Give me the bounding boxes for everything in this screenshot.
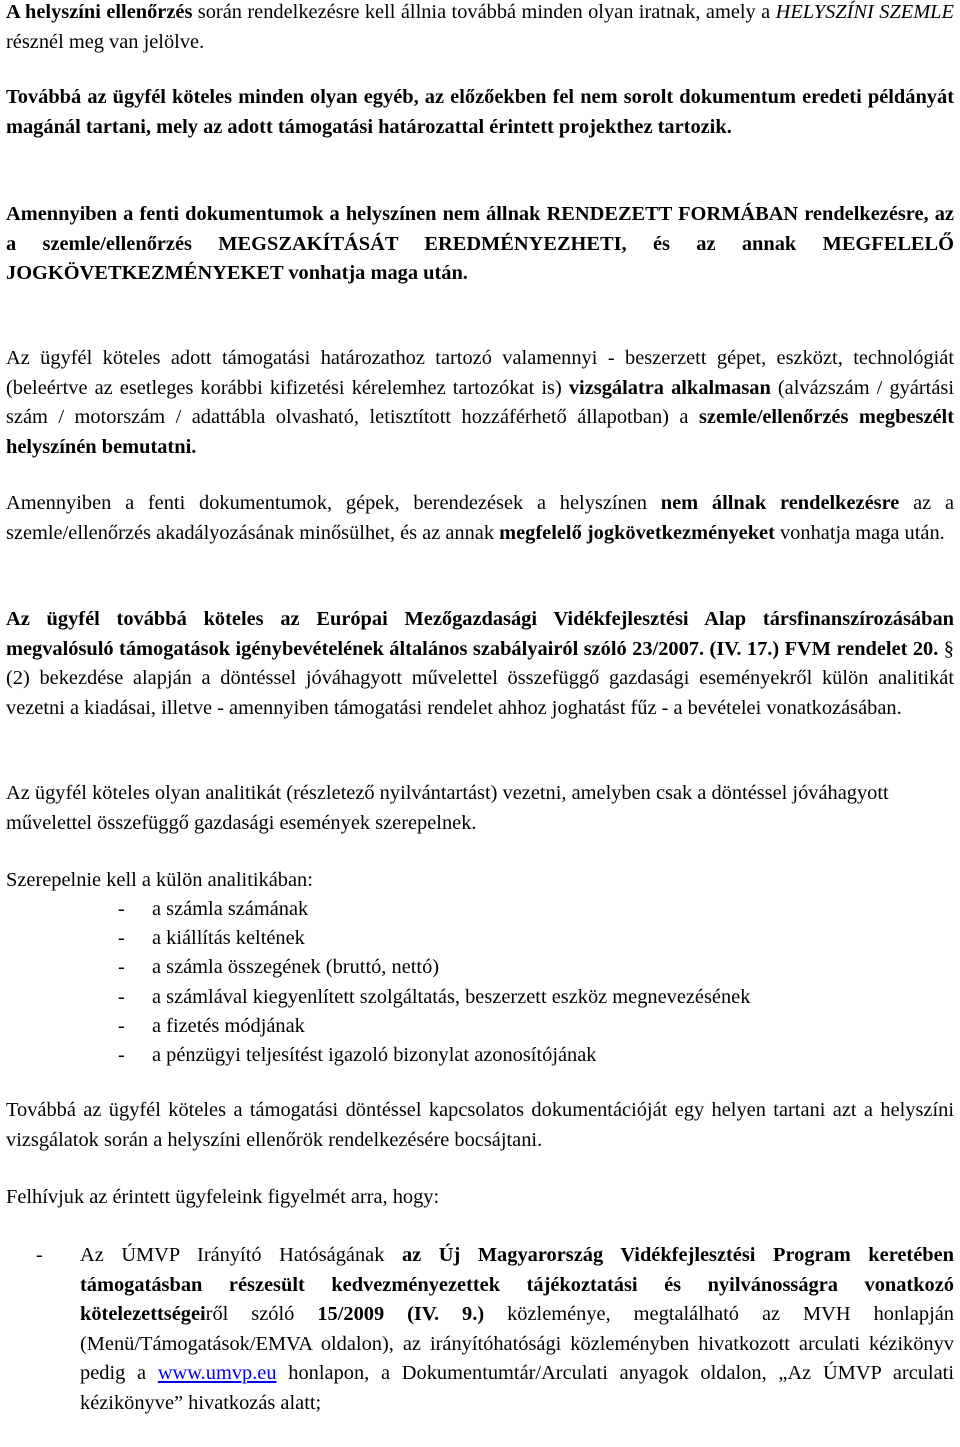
list-item-text: a számla összegének (bruttó, nettó) — [152, 956, 440, 979]
list-item-text: a pénzügyi teljesítést igazoló bizonylat azonosítójának — [152, 1043, 597, 1066]
body-text: közleménye, megtalálható az MVH honlapján (Menü/Támogatások/EMVA oldalon), az irányítóhatósági közleményben hivatkozott arculati kézikönyv pedig a — [80, 1303, 955, 1384]
paragraph-interruption-warning — [6, 200, 954, 289]
bold-text: nem állnak rendelkezésre — [660, 492, 900, 514]
analytics-content-list — [118, 895, 750, 1070]
paragraph-documentation-storage — [6, 1096, 954, 1155]
bold-text: Az ügyfél továbbá köteles az Európai Mezőgazdasági Vidékfejlesztési Alap társfinanszírozásában megvalósuló támogatások igénybevételének általános szabályairól szóló 23/2007. (IV. 17.) FVM rendelet 20. — [6, 608, 954, 660]
body-text: (alvázszám / gyártási szám / motorszám / adattábla olvasható, letisztított hozzáférhető állapotban) a — [6, 376, 954, 428]
body-text: ről szóló — [205, 1303, 318, 1325]
body-text: résznél meg van jelölve. — [6, 30, 205, 53]
list-item-text: a számlával kiegyenlített szolgáltatás, beszerzett eszköz megnevezésének — [152, 985, 751, 1008]
paragraph-analytics-content-intro — [6, 866, 954, 896]
body-text: § (2) bekezdése alapján a döntéssel jóváhagyott művelettel összefüggő gazdasági eseményekről külön analitikát vezetni a kiadásai, illetve - amennyiben támogatási rendelet ahhoz joghatást fűz - a bevételei vonatkozásában. — [6, 637, 954, 719]
body-text: Az ügyfél köteles adott támogatási határozathoz tartozó valamennyi - beszerzett gépet, eszközt, technológiát (beleértve az esetleges korábbi kifizetési kérelemhez tartozókat is) — [6, 347, 954, 399]
dash-bullet: - — [118, 898, 125, 920]
paragraph-obstruction-warning — [6, 489, 954, 548]
bold-text: A helyszíni ellenőrzés — [6, 1, 193, 23]
list-item — [118, 983, 750, 1012]
bold-text: Amennyiben a fenti dokumentumok a helyszínen nem állnak RENDEZETT FORMÁBAN rendelkezésre, az a szemle/ellenőrzés MEGSZAKÍTÁSÁT EREDMÉNYEZHETI, és az annak MEGFELELŐ JOGKÖVETKEZMÉNYEKET vonhatja maga után. — [6, 203, 954, 284]
body-text: Amennyiben a fenti dokumentumok, gépek, berendezések a helyszínen — [6, 492, 661, 514]
body-text: során rendelkezésre kell állnia továbbá minden olyan iratnak, amely a — [192, 1, 776, 23]
list-item — [118, 924, 750, 953]
dash-bullet: - — [118, 956, 125, 979]
paragraph-analytics-requirement — [6, 779, 954, 838]
body-text: Az ügyfél köteles olyan analitikát (részletező nyilvántartást) vezetni, amelyben csak a döntéssel jóváhagyott művelettel összefüggő gazdasági események szerepelnek. — [6, 782, 889, 834]
list-item-text: a fizetés módjának — [152, 1014, 305, 1037]
list-item-text: a számla számának — [152, 898, 309, 920]
list-item — [118, 953, 750, 982]
body-text: vonhatja maga után. — [774, 521, 945, 544]
bold-text: 15/2009 (IV. 9.) — [317, 1303, 485, 1325]
body-text: Az ÚMVP Irányító Hatóságának — [80, 1244, 402, 1266]
italic-text: HELYSZÍNI SZEMLE — [775, 1, 954, 23]
list-item — [118, 1012, 750, 1041]
bold-text: Továbbá az ügyfél köteles minden olyan egyéb, az előzőekben fel nem sorolt dokumentum eredeti példányát magánál tartani, mely az adott támogatási határozattal érintett projekthez tartozik. — [6, 86, 954, 138]
body-text: az a szemle/ellenőrzés akadályozásának minősülhet, és az annak — [6, 492, 954, 544]
dash-bullet: - — [118, 927, 125, 950]
dash-bullet: - — [36, 1244, 43, 1266]
list-item — [6, 1241, 954, 1418]
paragraph-eafrd-analytics — [6, 605, 954, 723]
bold-text: vizsgálatra alkalmasan — [568, 376, 771, 399]
paragraph-original-documents — [6, 83, 954, 142]
paragraph-site-inspection — [6, 0, 954, 57]
list-item-text: a kiállítás keltének — [152, 927, 305, 950]
paragraph-equipment-presentation — [6, 344, 954, 462]
body-text: Továbbá az ügyfél köteles a támogatási döntéssel kapcsolatos dokumentációját egy helyen tartani azt a helyszíni vizsgálatok során a helyszíni ellenőrök rendelkezésére bocsájtani. — [6, 1099, 954, 1151]
list-item — [118, 895, 750, 924]
body-text: Szerepelnie kell a külön analitikában: — [6, 869, 313, 891]
dash-bullet: - — [118, 1014, 125, 1037]
body-text: honlapon, a Dokumentumtár/Arculati anyagok oldalon, „Az ÚMVP arculati kézikönyve” hivatkozás alatt; — [80, 1362, 954, 1414]
attention-list — [6, 1241, 954, 1418]
paragraph-attention-intro — [6, 1183, 954, 1213]
dash-bullet: - — [118, 985, 125, 1008]
body-text: Felhívjuk az érintett ügyfeleink figyelmét arra, hogy: — [6, 1186, 440, 1208]
bold-text: az Új Magyarország Vidékfejlesztési Program keretében támogatásban részesült kedvezményezettek tájékoztatási és nyilvánosságra vonatkozó kötelezettségei — [80, 1244, 954, 1325]
dash-bullet: - — [118, 1043, 125, 1066]
list-item — [118, 1041, 750, 1070]
bold-text: megfelelő jogkövetkezményeket — [499, 521, 775, 544]
umvp-link[interactable]: www.umvp.eu — [157, 1362, 277, 1384]
bold-text: szemle/ellenőrzés megbeszélt helyszínén bemutatni. — [6, 406, 954, 458]
